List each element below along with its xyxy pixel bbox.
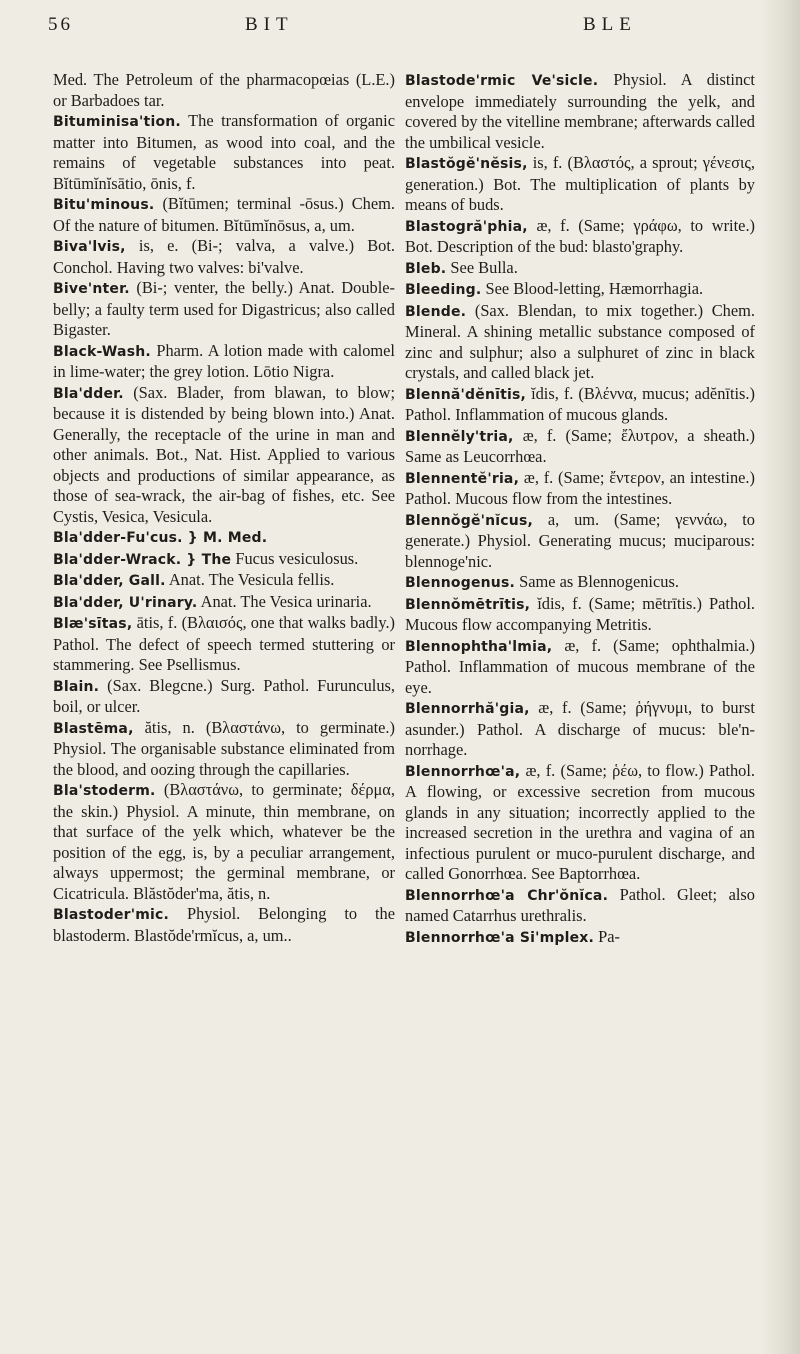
dictionary-entry [405, 70, 755, 153]
entry-definition: æ, f. (Same; ῥήγνυμι, to burst asunder.) Pathol. A discharge of mucus: ble'n-norrhage. [405, 698, 755, 759]
dictionary-entry [405, 301, 755, 384]
entry-definition: Physiol. Belonging to the blastoderm. Blastŏde'rmĭcus, a, um.. [53, 904, 395, 945]
entry-headword: Blennorrhă'gia, [405, 701, 530, 717]
entry-definition: See Bulla. [450, 257, 518, 277]
left-running-head: BIT [245, 14, 294, 35]
entry-definition: Anat. The Vesicula fellis. [168, 570, 335, 589]
entry-headword: Blastēma, [53, 720, 134, 737]
entry-headword: Bla'dder. [53, 385, 124, 402]
entry-headword: Blennorrhœ'a Chr'ŏnĭca. [405, 887, 609, 904]
entry-headword: Bla'stoderm. [53, 783, 156, 799]
entry-headword: Bla'dder-Wrack. } The [53, 551, 232, 568]
entry-headword: Bla'dder, U'rinary. [53, 594, 198, 611]
entry-headword: Blæ'sītas, [53, 616, 133, 632]
entry-definition: æ, f. (Same; ἔλυτρον, a sheath.) Same as Leucorrhœa. [405, 425, 755, 466]
entry-headword: Blennorrhœ'a Si'mplex. [405, 929, 595, 946]
entry-headword: Blennŏmētrītis, [405, 596, 531, 613]
running-header [40, 14, 760, 44]
entry-headword: Bitu'minous. [53, 197, 155, 213]
entry-definition: ĭdis, f. (Same; mētrītis.) Pathol. Mucous flow accompanying Metritis. [405, 593, 755, 634]
dictionary-entry [405, 426, 755, 468]
dictionary-entry [405, 761, 755, 885]
entry-headword: Blastogră'phia, [405, 218, 528, 235]
entry-definition: æ, f. (Same; ophthalmia.) Pathol. Inflammation of mucous membrane of the eye. [405, 635, 755, 697]
entry-definition: is, f. (Βλαστός, a sprout; γένεσις, generation.) Bot. The multiplication of plants by means of buds. [405, 153, 755, 214]
entry-definition: See Blood-letting, Hæmorrhagia. [485, 279, 704, 298]
dictionary-entry [53, 549, 395, 571]
right-column [405, 70, 755, 948]
dictionary-entry [53, 676, 395, 718]
entry-headword: Black-Wash. [53, 343, 151, 360]
dictionary-entry [405, 636, 755, 699]
dictionary-entry [405, 510, 755, 573]
entry-definition: a, um. (Same; γεννάω, to generate.) Physiol. Generating mucus; muciparous: blennoge'nic. [405, 509, 755, 571]
left-column [53, 70, 395, 946]
entry-definition: (Bi-; venter, the belly.) Anat. Double-belly; a faulty term used for Digastricus; also called Bigaster. [53, 278, 395, 339]
entry-definition: (Bĭtūmen; terminal -ōsus.) Chem. Of the nature of bitumen. Bĭtūmĭnōsus, a, um. [53, 194, 395, 235]
entry-headword: Blastode'rmic Ve'sicle. [405, 73, 599, 89]
entry-headword: Bleeding. [405, 282, 482, 298]
entry-definition: ātis, f. (Βλαισός, one that walks badly.) Pathol. The defect of speech termed stuttering or stammering. See Psellismus. [53, 613, 396, 674]
page-number: 56 [48, 14, 73, 35]
dictionary-entry [405, 279, 755, 301]
entry-definition: Fucus vesiculosus. [235, 548, 359, 568]
entry-headword: Blennophtha'lmia, [405, 638, 553, 655]
dictionary-entry [53, 383, 395, 528]
entry-definition: (Sax. Blegcne.) Surg. Pathol. Furunculus, boil, or ulcer. [53, 675, 395, 716]
dictionary-entry [405, 384, 755, 426]
entry-headword: Blende. [405, 303, 467, 320]
dictionary-entry [53, 236, 395, 278]
entry-headword: Biva'lvis, [53, 239, 126, 255]
entry-definition: Pathol. Gleet; also named Catarrhus urethralis. [405, 884, 755, 925]
dictionary-entry [405, 258, 755, 280]
entry-definition: Pharm. A lotion made with calomel in lime-water; the grey lotion. Lōtio Nigra. [53, 340, 395, 381]
dictionary-entry [53, 718, 395, 781]
dictionary-entry [405, 927, 755, 949]
entry-definition: (Βλαστάνω, to germinate; δέρμα, the skin.) Physiol. A minute, thin membrane, on that surface of the yelk which, whatever be the position of the egg, is, by a peculiar arrangement, always uppermost; the germinal membrane, or Cicatricula. Blăstŏder'ma, ătis, n. [53, 780, 395, 903]
dictionary-entry [53, 111, 395, 194]
dictionary-entry [405, 468, 755, 510]
entry-definition: æ, f. (Same; ῥέω, to flow.) Pathol. A flowing, or excessive secretion from mucous glands in any situation; incorrectly applied to the increased secretion in the urethra and vagina of an infectious purulent or muco-purulent discharge, and called Gonorrhœa. See Baptorrhœa. [405, 760, 755, 883]
entry-headword: Blain. [53, 678, 100, 695]
dictionary-entry [53, 613, 395, 676]
dictionary-entry [53, 570, 395, 592]
dictionary-entry [53, 278, 395, 341]
entry-headword: Blennogenus. [405, 575, 516, 591]
dictionary-entry [405, 885, 755, 927]
dictionary-entry [53, 70, 395, 111]
entry-headword: Blastoder'mic. [53, 907, 170, 923]
dictionary-entry [53, 194, 395, 236]
entry-headword: Bive'nter. [53, 281, 130, 297]
entry-headword: Bituminisa'tion. [53, 114, 181, 130]
entry-definition: Med. The Petroleum of the pharmacopœias (L.E.) or Barbadoes tar. [53, 70, 395, 110]
entry-headword: Blennă'dĕnītis, [405, 386, 527, 403]
entry-definition: æ, f. (Same; ἔντερον, an intestine.) Pathol. Mucous flow from the intestines. [405, 467, 755, 508]
entry-definition: Physiol. A distinct envelope immediately surrounding the yelk, and covered by the vitelline membrane; afterwards called the umbilical vesicle. [405, 70, 755, 152]
entry-definition: is, e. (Bi-; valva, a valve.) Bot. Conchol. Having two valves: bi'valve. [53, 236, 395, 277]
entry-headword: Bla'dder-Fu'cus. } M. Med. [53, 530, 268, 546]
dictionary-entry [53, 904, 395, 946]
dictionary-entry [53, 592, 395, 614]
dictionary-entry [405, 153, 755, 216]
entry-definition: ĭdis, f. (Βλέννα, mucus; adĕnītis.) Pathol. Inflammation of mucous glands. [405, 383, 755, 424]
dictionary-entry [53, 527, 395, 549]
entry-definition: Same as Blennogenicus. [519, 572, 679, 591]
right-running-head: BLE [583, 14, 637, 35]
dictionary-entry [53, 780, 395, 904]
entry-headword: Blennorrhœ'a, [405, 763, 521, 780]
dictionary-entry [405, 572, 755, 594]
dictionary-entry [405, 216, 755, 258]
dictionary-entry [405, 698, 755, 761]
entry-definition: Anat. The Vesica urinaria. [200, 591, 372, 611]
dictionary-entry [53, 341, 395, 383]
entry-definition: (Sax. Blendan, to mix together.) Chem. Mineral. A shining metallic substance composed of zinc and sulphur; also a sulphuret of zinc in black crystals, and called black jet. [405, 300, 755, 382]
entry-definition: (Sax. Blader, from blawan, to blow; because it is distended by being blown into.) Anat. Generally, the receptacle of the urine in man and other animals. Bot., Nat. Hist. Applied to various objects and productions of similar appearance, as those of sea-wrack, the air-bag of fishes, etc. See Cystis, Vesica, Vesicula. [53, 382, 395, 526]
entry-definition: æ, f. (Same; γράφω, to write.) Bot. Description of the bud: blasto'graphy. [405, 215, 755, 256]
entry-headword: Bla'dder, Gall. [53, 573, 166, 589]
entry-definition: Pa- [598, 926, 621, 946]
entry-headword: Blennŏgĕ'nĭcus, [405, 512, 534, 529]
entry-headword: Blennentĕ'ria, [405, 470, 520, 487]
page-edge-shadow [760, 0, 800, 1354]
entry-headword: Blastŏgĕ'nĕsis, [405, 156, 528, 172]
entry-definition: The transformation of organic matter into Bitumen, as wood into coal, and the remains of vegetable substances into peat. Bĭtūmĭnĭsātio, ōnis, f. [53, 111, 395, 193]
entry-headword: Blennĕly'tria, [405, 428, 514, 445]
dictionary-entry [405, 594, 755, 636]
entry-definition: ătis, n. (Βλαστάνω, to germinate.) Physiol. The organisable substance eliminated from the blood, and oozing through the capillaries. [53, 717, 395, 779]
entry-headword: Bleb. [405, 260, 447, 277]
